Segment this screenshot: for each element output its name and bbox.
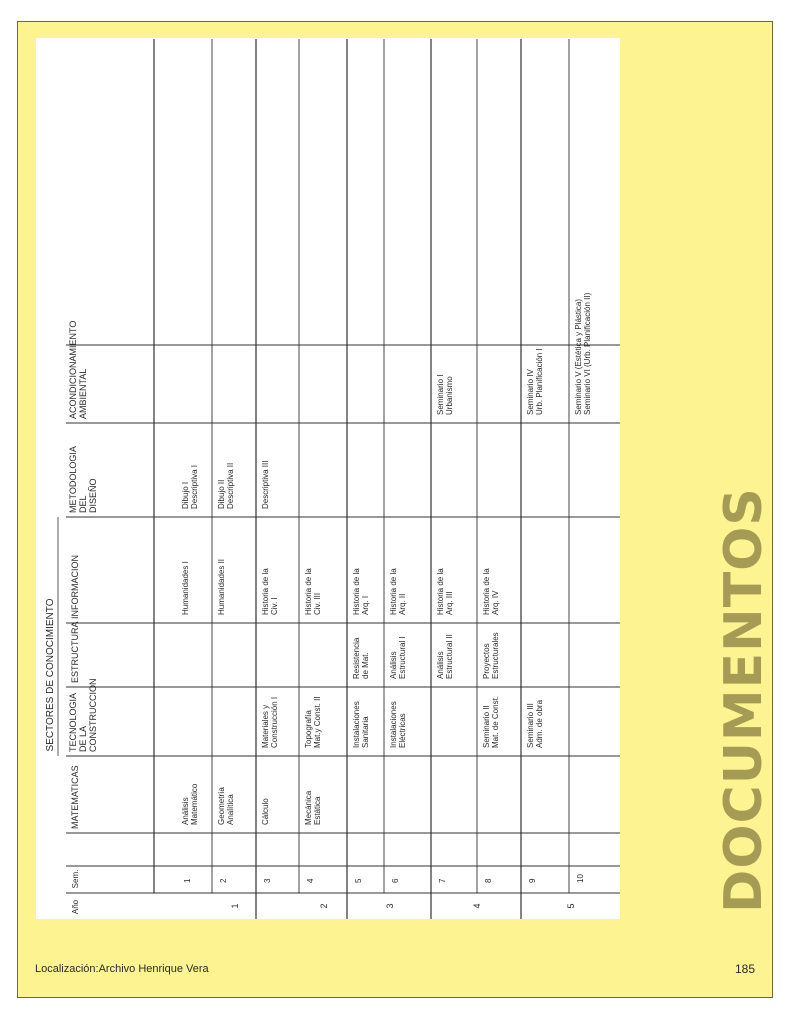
- semester-number: 2: [219, 878, 228, 883]
- cell-estructura: AnálisisEstructural I: [389, 636, 407, 679]
- cell-acondicionamiento: Seminario V (Estética y Plástica)Seminario VI (Urb. Planificación II): [574, 292, 592, 415]
- header-tecnologia: TECNOLOGIADE LACONSTRUCCION: [68, 678, 98, 752]
- source-caption: Localización:Archivo Henrique Vera: [35, 963, 209, 975]
- cell-tecnologia: Seminario IIMat. de Const.: [482, 695, 500, 748]
- page-number: 185: [735, 962, 756, 976]
- curriculum-table: [36, 38, 620, 919]
- cell-informacion: Historia de laArq. I: [352, 568, 370, 615]
- semester-number: 3: [263, 878, 272, 883]
- semester-number: 8: [484, 878, 493, 883]
- sector-header: SECTORES DE CONOCIMIENTO: [45, 598, 56, 752]
- cell-matematicas: MecánicaEstática: [304, 790, 322, 825]
- year-label: 2: [319, 903, 329, 909]
- cell-tecnologia: TopografíaMat.y Const. II: [304, 696, 322, 748]
- cell-informacion: Humanidades II: [217, 558, 226, 615]
- cell-tecnologia: Seminario IIIAdm. de obra: [526, 699, 544, 748]
- cell-matematicas: GeometríaAnalítica: [217, 787, 235, 825]
- cell-informacion: Historia de laArq. IV: [482, 568, 500, 615]
- cell-informacion: Historia de laArq. II: [389, 568, 407, 615]
- year-label: 5: [566, 903, 576, 909]
- cell-tecnologia: Materiales yConstrucción I: [261, 696, 279, 748]
- section-title: DOCUMENTOS: [714, 487, 774, 913]
- semester-number: 1: [183, 878, 192, 883]
- header-ano: Año: [71, 899, 80, 915]
- header-metodologia: METODOLOGIADELDISEÑO: [68, 446, 98, 513]
- cell-tecnologia: InstalacionesEléctricas: [389, 701, 407, 748]
- cell-informacion: Humanidades I: [181, 561, 190, 615]
- cell-estructura: ProyectosEstructurales: [482, 632, 500, 679]
- semester-number: 5: [354, 878, 363, 883]
- year-label: 4: [472, 903, 482, 909]
- year-label: 1: [230, 903, 240, 909]
- semester-number: 4: [306, 878, 315, 883]
- cell-estructura: Resistenciade Mat.: [352, 637, 370, 679]
- cell-metodologia: Descriptiva III: [261, 460, 270, 509]
- header-informacion: INFORMACION: [70, 555, 80, 619]
- header-sem: Sem.: [71, 869, 80, 889]
- cell-tecnologia: InstalacionesSanitaria: [352, 701, 370, 748]
- cell-acondicionamiento: Seminario IUrbanismo: [436, 374, 454, 415]
- cell-informacion: Historia de laCiv. I: [261, 568, 279, 615]
- rotated-table-container: [36, 38, 620, 919]
- cell-metodologia: Dibujo IIDescriptiva II: [217, 462, 235, 509]
- semester-number: 10: [576, 874, 585, 883]
- semester-number: 7: [438, 878, 447, 883]
- year-label: 3: [385, 903, 395, 909]
- semester-number: 6: [391, 878, 400, 883]
- cell-informacion: Historia de laCiv. III: [304, 568, 322, 615]
- cell-acondicionamiento: Seminario IVUrb. Planificación I: [526, 348, 544, 415]
- semester-number: 9: [528, 878, 537, 883]
- cell-metodologia: Dibujo IDescriptiva I: [181, 464, 199, 509]
- header-matematicas: MATEMATICAS: [70, 765, 80, 829]
- cell-matematicas: Cálculo: [261, 798, 270, 825]
- cell-informacion: Historia de laArq. III: [436, 568, 454, 615]
- scanned-document: [36, 38, 620, 919]
- cell-matematicas: AnálisisMatemático: [181, 783, 199, 825]
- header-estructura: ESTRUCTURA: [70, 621, 80, 683]
- header-acondicionamiento: ACONDICIONAMIENTOAMBIENTAL: [68, 320, 88, 419]
- cell-estructura: AnálisisEstructural II: [436, 634, 454, 679]
